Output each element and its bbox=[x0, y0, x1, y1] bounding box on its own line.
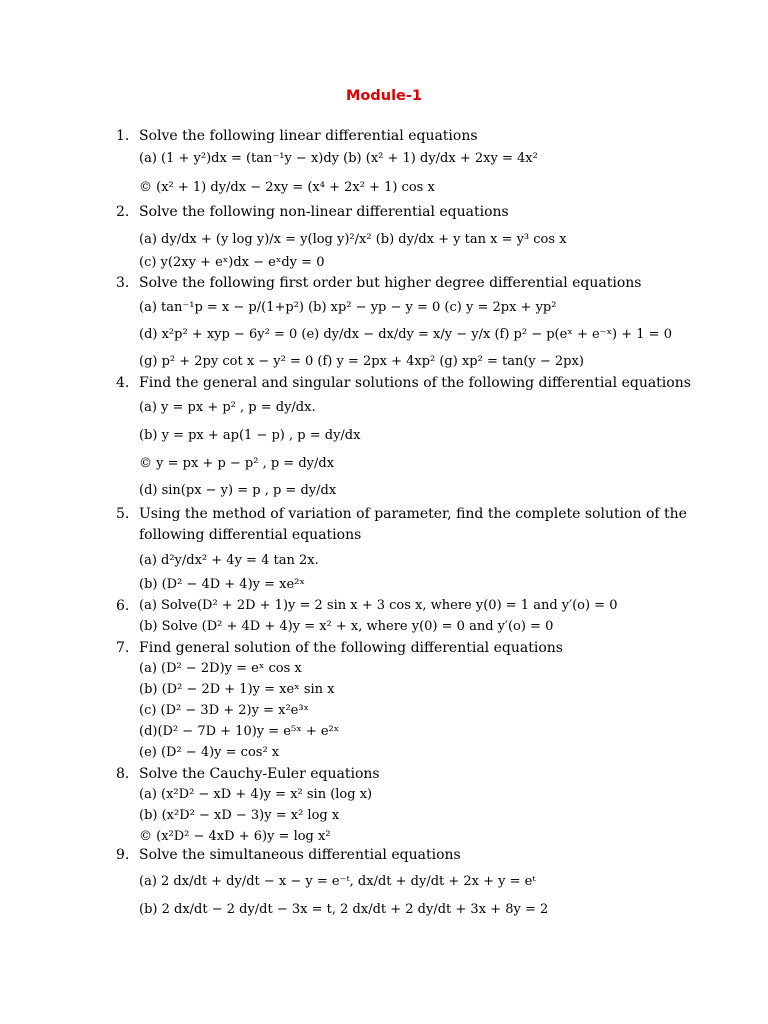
question-5-line-1: following differential equations bbox=[139, 527, 362, 543]
question-2-line-1: (a) dy/dx + (y log y)/x = y(log y)²/x² (b) dy/dx + y tan x = y³ cos x bbox=[139, 232, 567, 247]
question-number: 3. bbox=[116, 275, 130, 291]
question-6-line-1: (b) Solve (D² + 4D + 4)y = x² + x, where y(0) = 0 and y′(o) = 0 bbox=[139, 619, 554, 634]
question-5-line-3: (b) (D² − 4D + 4)y = xe²ˣ bbox=[139, 577, 305, 592]
question-number: 1. bbox=[116, 128, 130, 144]
question-1-line-2: © (x² + 1) dy/dx − 2xy = (x⁴ + 2x² + 1) cos x bbox=[139, 180, 435, 195]
question-text: Find general solution of the following differential equations bbox=[139, 640, 563, 656]
question-7-line-2: (b) (D² − 2D + 1)y = xeˣ sin x bbox=[139, 682, 335, 697]
question-text: Solve the following non-linear differential equations bbox=[139, 204, 509, 220]
question-2-line-2: (c) y(2xy + eˣ)dx − eˣdy = 0 bbox=[139, 255, 325, 270]
question-text: Solve the simultaneous differential equations bbox=[139, 847, 461, 863]
question-5-line-2: (a) d²y/dx² + 4y = 4 tan 2x. bbox=[139, 553, 319, 568]
question-text: Find the general and singular solutions of the following differential equations bbox=[139, 375, 691, 391]
question-number: 4. bbox=[116, 375, 130, 391]
question-9-line-2: (b) 2 dx/dt − 2 dy/dt − 3x = t, 2 dx/dt + 2 dy/dt + 3x + 8y = 2 bbox=[139, 902, 549, 917]
question-8-line-1: (a) (x²D² − xD + 4)y = x² sin (log x) bbox=[139, 787, 373, 802]
question-number: 5. bbox=[116, 506, 130, 522]
question-text: (a) Solve(D² + 2D + 1)y = 2 sin x + 3 cos x, where y(0) = 1 and y′(o) = 0 bbox=[139, 598, 618, 613]
question-7-line-4: (d)(D² − 7D + 10)y = e⁵ˣ + e²ˣ bbox=[139, 724, 340, 739]
question-4-line-1: (a) y = px + p² , p = dy/dx. bbox=[139, 400, 316, 415]
module-title: Module-1 bbox=[345, 88, 422, 104]
question-4-line-2: (b) y = px + ap(1 − p) , p = dy/dx bbox=[139, 428, 361, 443]
question-7-line-3: (c) (D² − 3D + 2)y = x²e³ˣ bbox=[139, 703, 310, 718]
question-text: Solve the following first order but higher degree differential equations bbox=[139, 275, 642, 291]
question-number: 6. bbox=[116, 598, 130, 614]
question-1-line-1: (a) (1 + y²)dx = (tan⁻¹y − x)dy (b) (x² + 1) dy/dx + 2xy = 4x² bbox=[139, 151, 538, 166]
question-3-line-1: (a) tan⁻¹p = x − p/(1+p²) (b) xp² − yp − y = 0 (c) y = 2px + yp² bbox=[139, 300, 557, 315]
question-3-line-2: (d) x²p² + xyp − 6y² = 0 (e) dy/dx − dx/dy = x/y − y/x (f) p² − p(eˣ + e⁻ˣ) + 1 = 0 bbox=[139, 327, 672, 342]
question-text: Solve the following linear differential equations bbox=[139, 128, 478, 144]
question-number: 8. bbox=[116, 766, 130, 782]
question-text: Using the method of variation of parameter, find the complete solution of the bbox=[139, 506, 687, 522]
question-9-line-1: (a) 2 dx/dt + dy/dt − x − y = e⁻ᵗ, dx/dt + dy/dt + 2x + y = eᵗ bbox=[139, 874, 536, 889]
question-7-line-1: (a) (D² − 2D)y = eˣ cos x bbox=[139, 661, 302, 676]
question-8-line-3: © (x²D² − 4xD + 6)y = log x² bbox=[139, 829, 331, 844]
question-number: 9. bbox=[116, 847, 130, 863]
question-4-line-4: (d) sin(px − y) = p , p = dy/dx bbox=[139, 483, 337, 498]
question-3-line-3: (g) p² + 2py cot x − y² = 0 (f) y = 2px + 4xp² (g) xp² = tan(y − 2px) bbox=[139, 354, 584, 369]
question-7-line-5: (e) (D² − 4)y = cos² x bbox=[139, 745, 280, 760]
question-number: 2. bbox=[116, 204, 130, 220]
question-text: Solve the Cauchy-Euler equations bbox=[139, 766, 380, 782]
question-8-line-2: (b) (x²D² − xD − 3)y = x² log x bbox=[139, 808, 340, 823]
question-number: 7. bbox=[116, 640, 130, 656]
question-4-line-3: © y = px + p − p² , p = dy/dx bbox=[139, 456, 335, 471]
